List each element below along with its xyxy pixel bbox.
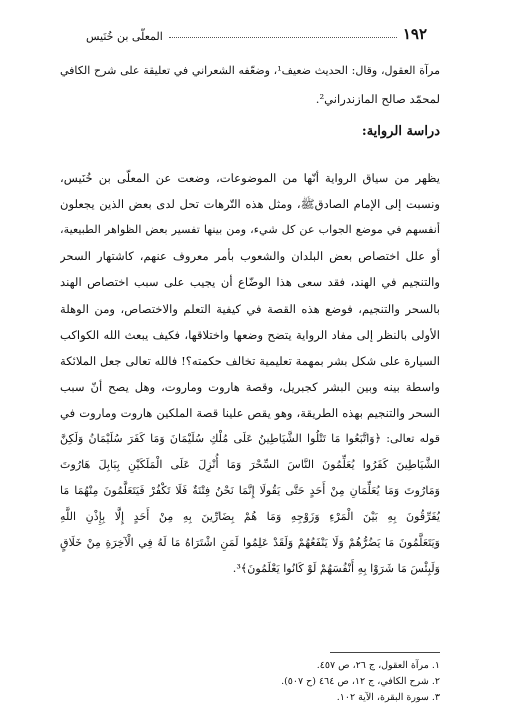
body-line: الأولى بالنظر إلى مفاد الرواية يتضح وضعها واختلاقها، فكيف يبعث الله الكواكب: [60, 328, 440, 342]
section-heading: دراسة الرواية:: [361, 124, 440, 139]
header-dotted-leader: [169, 37, 397, 38]
body-line: السيارة على شكل بشر بمهمة تعليمية تخالف حكمته؟! فالله تعالى جعل الملائكة: [60, 354, 440, 368]
body-line: السحر والتنجيم بهذه الطريقة، وهو يقص علينا قصة الملكين هاروت وماروت في: [60, 406, 440, 420]
quran-verse-line: وَيَتَعَلَّمُونَ مَا يَضُرُّهُمْ وَلَا يَنْفَعُهُمْ وَلَقَدْ عَلِمُوا لَمَنِ اشْتَرَاهُ مَا لَهُ فِي الْآخِرَةِ مِنْ خَلَاقٍ: [60, 536, 440, 549]
page-number: ١٩٢: [402, 25, 427, 43]
footnote: ٣. سورة البقرة، الآية ١٠٢.: [336, 692, 440, 703]
body-line: يظهر من سياق الرواية أنّها من الموضوعات، وضعت عن المعلّى بن خُنَيس،: [60, 171, 440, 185]
body-line: والتنجيم في الهند، فقد سعى هذا الوضّاع أن يجيب على سبب اختصاص الهند: [60, 275, 440, 289]
running-title: المعلّى بن خُنَيس: [86, 30, 163, 43]
body-line: ونسبت إلى الإمام الصادقﷺ، ومثل هذه التّرهات تحل لدى بعض الذين يجعلون: [60, 197, 440, 211]
quran-verse-line: وَمَارُوتَ وَمَا يُعَلِّمَانِ مِنْ أَحَدٍ حَتَّى يَقُولَا إِنَّمَا نَحْنُ فِتْنَةٌ فَلَا تَكْفُرْ فَيَتَعَلَّمُونَ مِنْهُمَا مَا: [60, 484, 440, 497]
footnote: ١. مرآة العقول، ج ٢٦، ص ٤٥٧.: [316, 660, 440, 671]
body-line: واسطة بينه وبين البشر كجبريل، وقصة هاروت وماروت، وهل يصح أنّ سبب: [60, 380, 440, 394]
body-line: أنفسهم في موضع الجواب عن كل شيء، ومن بينها تفسير بعض الظواهر الطبيعية،: [60, 223, 440, 236]
body-line: بالسحر والتنجيم، فوضع هذه القصة في كيفية التعلم والاختصاص، ومن الوهلة: [60, 302, 440, 316]
intro-line: لمحمّد صالح المازندراني².: [315, 92, 440, 106]
footnote-separator: [330, 652, 440, 653]
body-line: أو علل اختصاص بعض البلدان والشعوب بأمر معروف عنهم، كاشتهار السحر: [60, 249, 440, 263]
quran-verse-line: يُفَرِّقُونَ بِهِ بَيْنَ الْمَرْءِ وَزَوْجِهِ وَمَا هُمْ بِضَارِّينَ بِهِ مِنْ أَحَدٍ إِلَّا بِإِذْنِ اللَّهِ: [60, 510, 440, 523]
quran-verse-line: قوله تعالى: ﴿وَاتَّبَعُوا مَا تَتْلُوا الشَّيَاطِينُ عَلَى مُلْكِ سُلَيْمَانَ وَمَا كَفَرَ سُلَيْمَانُ وَلَكِنَّ: [60, 432, 440, 445]
quran-verse-line: وَلَبِئْسَ مَا شَرَوْا بِهِ أَنْفُسَهُمْ لَوْ كَانُوا يَعْلَمُونَ﴾³.: [232, 562, 440, 575]
footnote: ٢. شرح الكافي، ج ١٢، ص ٤٦٤ (ح ٥٠٧).: [281, 676, 440, 687]
page-header: [86, 20, 427, 42]
intro-line: مرآة العقول، وقال: الحديث ضعيف¹، وضعّفه الشعراني في تعليقة على شرح الكافي: [60, 64, 440, 77]
quran-verse-line: الشَّيَاطِينَ كَفَرُوا يُعَلِّمُونَ النَّاسَ السِّحْرَ وَمَا أُنْزِلَ عَلَى الْمَلَكَيْنِ بِبَابِلَ هَارُوتَ: [60, 458, 440, 471]
